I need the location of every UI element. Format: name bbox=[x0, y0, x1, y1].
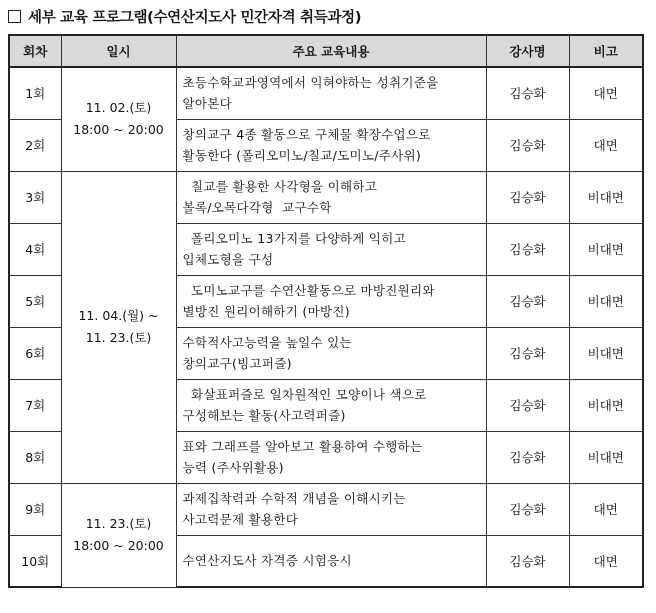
table-row bbox=[9, 483, 643, 535]
content-cell bbox=[176, 171, 486, 223]
table-row bbox=[9, 67, 643, 119]
session-cell: 7회 bbox=[9, 379, 61, 431]
note-cell: 비대면 bbox=[569, 431, 643, 483]
content-line: 칠교를 활용한 사각형을 이해하고 bbox=[182, 179, 378, 194]
content-line: 활동한다 (폴리오미노/칠교/도미노/주사위) bbox=[182, 148, 422, 163]
session-cell: 8회 bbox=[9, 431, 61, 483]
content-line: 알아본다 bbox=[182, 96, 233, 112]
instructor-cell: 김승화 bbox=[486, 275, 569, 327]
session-cell: 10회 bbox=[9, 535, 61, 587]
content-line: 사고력문제 활용한다 bbox=[182, 512, 299, 527]
content-cell bbox=[176, 119, 486, 171]
date-line: 11. 23.(토) bbox=[85, 516, 152, 531]
content-line: 수학적사고능력을 높일수 있는 bbox=[182, 335, 352, 350]
content-line: 수연산지도사 자격증 시험응시 bbox=[182, 553, 352, 569]
content-line: 창의교구(빙고퍼즐) bbox=[182, 356, 292, 371]
date-cell bbox=[61, 483, 176, 587]
note-cell: 비대면 bbox=[569, 223, 643, 275]
content-cell bbox=[176, 483, 486, 535]
content-cell bbox=[176, 223, 486, 275]
content-line: 초등수학교과영역에서 익혀야하는 성취기준을 bbox=[182, 75, 439, 91]
content-line: 볼록/오목다각형 교구수학 bbox=[182, 200, 332, 215]
header-session: 회차 bbox=[9, 35, 61, 67]
instructor-cell: 김승화 bbox=[486, 327, 569, 379]
content-line: 능력 (주사위활용) bbox=[182, 460, 284, 475]
instructor-cell: 김승화 bbox=[486, 431, 569, 483]
content-cell bbox=[176, 535, 486, 587]
content-line: 폴리오미노 13가지를 다양하게 익히고 bbox=[182, 231, 406, 246]
header-instructor: 강사명 bbox=[486, 35, 569, 67]
instructor-cell: 김승화 bbox=[486, 535, 569, 587]
date-line: 11. 02.(토) bbox=[85, 100, 152, 116]
program-table bbox=[8, 34, 644, 588]
table-row bbox=[9, 171, 643, 223]
checkbox-square-icon bbox=[8, 10, 21, 23]
date-cell bbox=[61, 67, 176, 171]
instructor-cell: 김승화 bbox=[486, 67, 569, 119]
content-cell bbox=[176, 379, 486, 431]
note-cell: 비대면 bbox=[569, 379, 643, 431]
content-cell bbox=[176, 275, 486, 327]
page-title bbox=[8, 6, 361, 27]
content-line: 표와 그래프를 알아보고 활용하여 수행하는 bbox=[182, 439, 423, 454]
title-text: 세부 교육 프로그램(수연산지도사 민간자격 취득과정) bbox=[28, 10, 362, 26]
content-cell bbox=[176, 67, 486, 119]
instructor-cell: 김승화 bbox=[486, 483, 569, 535]
table-header-row bbox=[9, 35, 643, 67]
note-cell: 대면 bbox=[569, 535, 643, 587]
instructor-cell: 김승화 bbox=[486, 119, 569, 171]
date-line: 11. 04.(월) ~ bbox=[78, 308, 159, 323]
note-cell: 비대면 bbox=[569, 171, 643, 223]
instructor-cell: 김승화 bbox=[486, 223, 569, 275]
session-cell: 2회 bbox=[9, 119, 61, 171]
content-line: 도미노교구를 수연산활동으로 마방진원리와 bbox=[182, 283, 435, 298]
date-line: 11. 23.(토) bbox=[85, 330, 152, 345]
session-cell: 4회 bbox=[9, 223, 61, 275]
note-cell: 비대면 bbox=[569, 327, 643, 379]
session-cell: 5회 bbox=[9, 275, 61, 327]
note-cell: 대면 bbox=[569, 67, 643, 119]
note-cell: 비대면 bbox=[569, 275, 643, 327]
content-line: 별방진 원리이해하기 (마방진) bbox=[182, 304, 350, 319]
session-cell: 1회 bbox=[9, 67, 61, 119]
content-line: 화살표퍼즐로 일차원적인 모양이나 색으로 bbox=[182, 387, 427, 402]
content-line: 입체도형을 구성 bbox=[182, 252, 274, 267]
content-line: 구성해보는 활동(사고력퍼즐) bbox=[182, 408, 346, 423]
content-cell bbox=[176, 327, 486, 379]
content-cell bbox=[176, 431, 486, 483]
note-cell: 대면 bbox=[569, 483, 643, 535]
header-date: 일시 bbox=[61, 35, 176, 67]
session-cell: 3회 bbox=[9, 171, 61, 223]
time-line: 18:00 ~ 20:00 bbox=[73, 538, 164, 553]
time-line: 18:00 ~ 20:00 bbox=[73, 122, 164, 138]
note-cell: 대면 bbox=[569, 119, 643, 171]
date-cell bbox=[61, 171, 176, 483]
header-note: 비고 bbox=[569, 35, 643, 67]
header-content: 주요 교육내용 bbox=[176, 35, 486, 67]
content-line: 과제집착력과 수학적 개념을 이해시키는 bbox=[182, 491, 406, 506]
session-cell: 9회 bbox=[9, 483, 61, 535]
instructor-cell: 김승화 bbox=[486, 171, 569, 223]
instructor-cell: 김승화 bbox=[486, 379, 569, 431]
session-cell: 6회 bbox=[9, 327, 61, 379]
content-line: 창의교구 4종 활동으로 구체물 확장수업으로 bbox=[182, 127, 431, 142]
